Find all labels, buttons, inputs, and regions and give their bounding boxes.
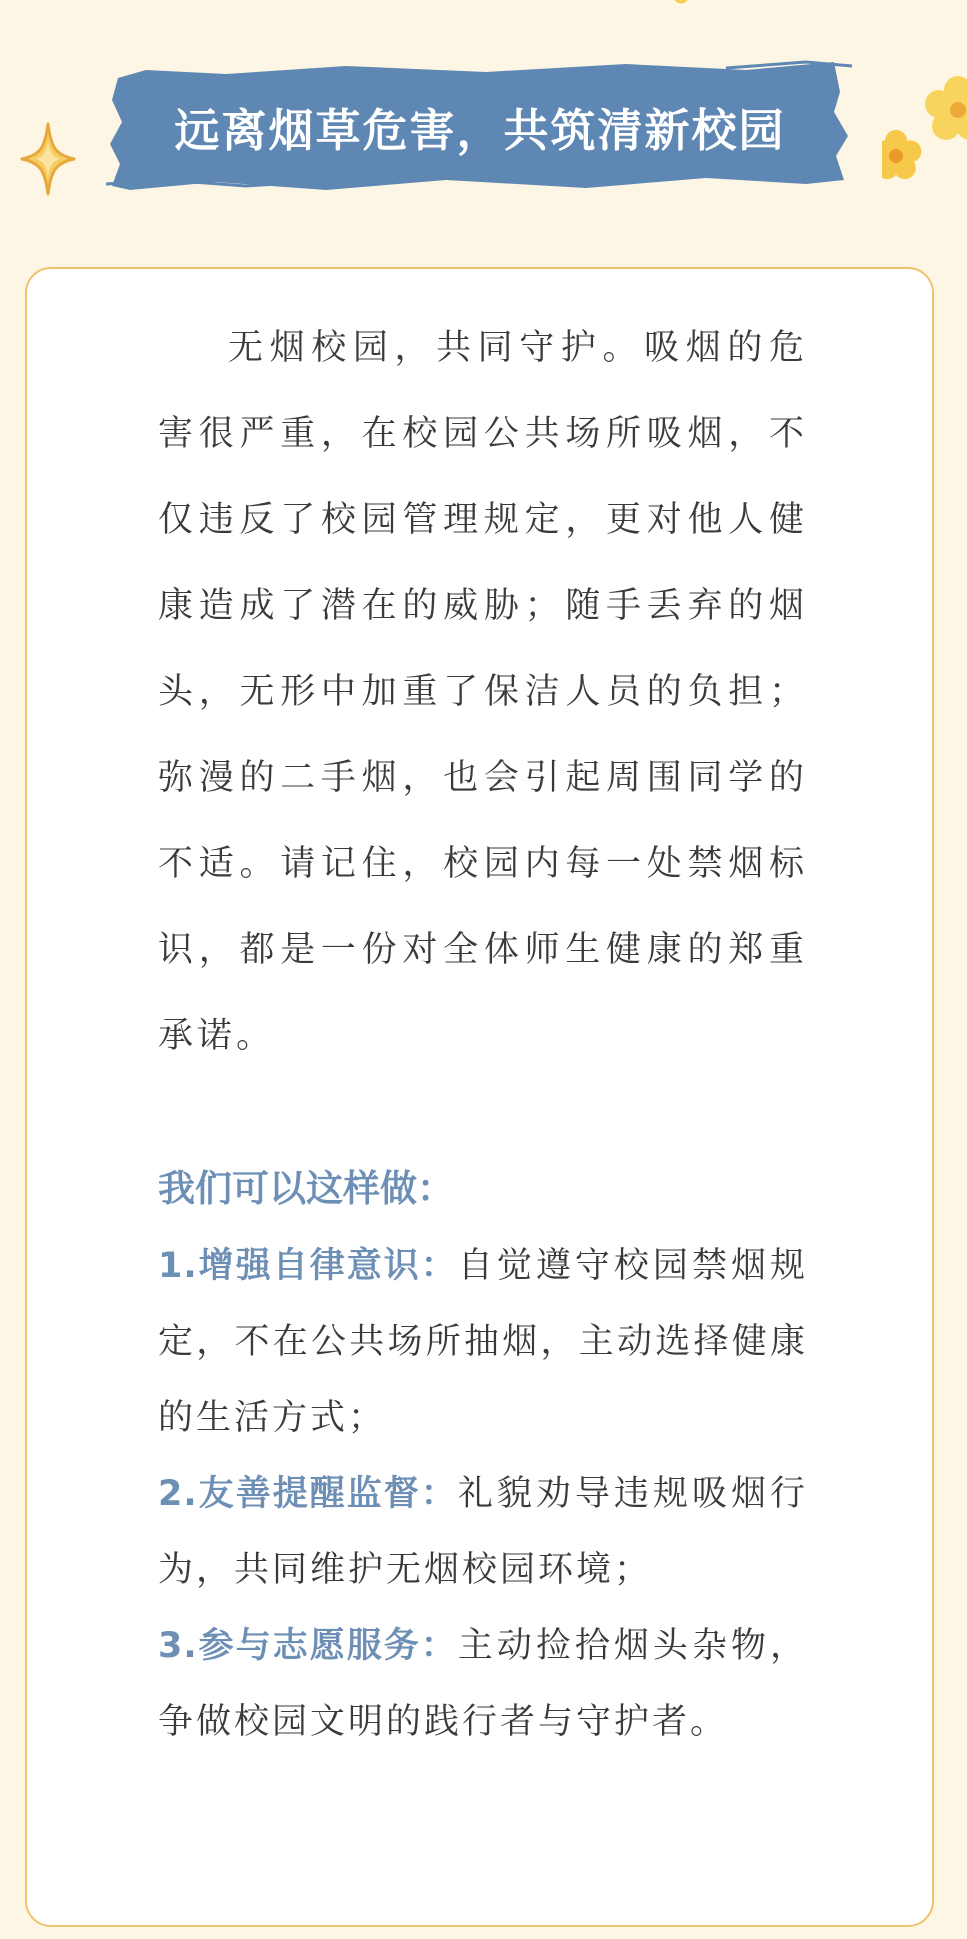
- top-ornament: [672, 0, 690, 6]
- title-banner: [106, 52, 854, 200]
- tip-text: 礼貌劝导违规吸烟行为，共同维护无烟校园环境；: [158, 1474, 808, 1590]
- flower-icon: [882, 70, 967, 188]
- tip-text: 主动捡拾烟头杂物，争做校园文明的践行者与守护者。: [158, 1626, 808, 1742]
- tips-heading: 我们可以这样做：: [158, 1167, 454, 1210]
- sparkle-icon: [20, 122, 76, 196]
- tips-section: [158, 1150, 808, 1760]
- tip-item-2: [158, 1456, 808, 1608]
- tip-item-3: [158, 1608, 808, 1760]
- tip-label: 2.友善提醒监督：: [158, 1474, 458, 1514]
- intro-paragraph: 无烟校园，共同守护。吸烟的危害很严重，在校园公共场所吸烟，不仅违反了校园管理规定，更对他人健康造成了潜在的威胁；随手丢弃的烟头，无形中加重了保洁人员的负担；弥漫的二手烟，也会引起周围同学的不适。请记住，校园内每一处禁烟标识，都是一份对全体师生健康的郑重承诺。: [158, 328, 808, 1056]
- tip-text: 自觉遵守校园禁烟规定，不在公共场所抽烟，主动选择健康的生活方式；: [158, 1246, 808, 1438]
- page-title: 远离烟草危害，共筑清新校园: [174, 103, 786, 157]
- tip-label: 3.参与志愿服务：: [158, 1626, 458, 1666]
- tip-label: 1.增强自律意识：: [158, 1246, 458, 1286]
- tip-item-1: [158, 1228, 808, 1456]
